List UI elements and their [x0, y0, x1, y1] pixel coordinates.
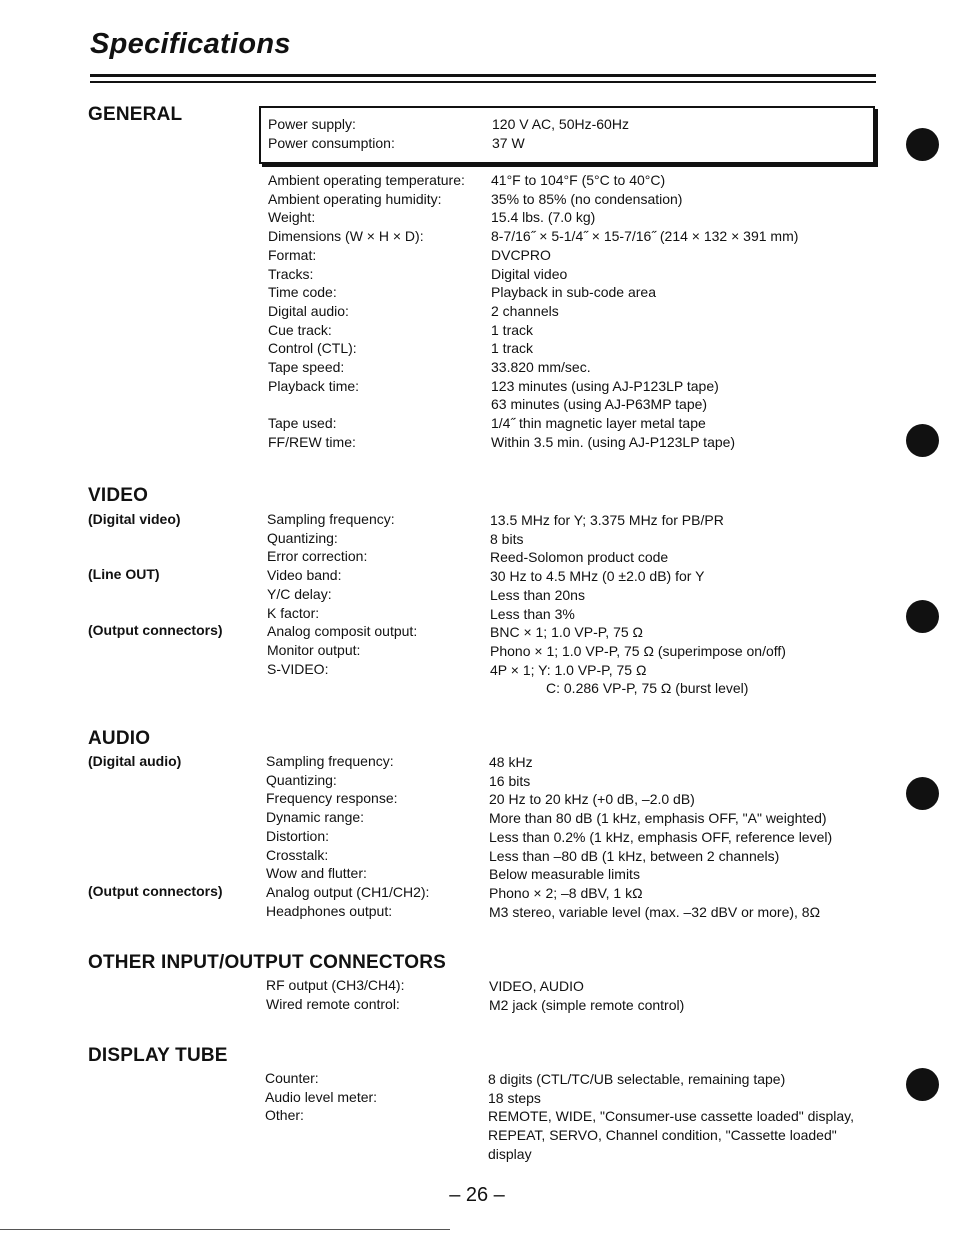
title-rule-thin	[90, 81, 876, 83]
spec-value: Phono × 1; 1.0 VP-P, 75 Ω (superimpose on/off)	[490, 642, 786, 659]
spec-value: Less than 3%	[490, 605, 575, 622]
spec-value: 35% to 85% (no condensation)	[491, 190, 683, 207]
page-number: – 26 –	[449, 1184, 505, 1206]
general-values	[491, 171, 798, 452]
spec-value: 120 V AC, 50Hz-60Hz	[492, 116, 629, 132]
binding-hole-icon	[906, 424, 939, 457]
spec-label: Ambient operating temperature:	[268, 172, 465, 188]
spec-value: 8-7/16˝ × 5-1/4˝ × 15-7/16˝ (214 × 132 × 391 mm)	[491, 228, 799, 245]
spec-value: 1/4˝ thin magnetic layer metal tape	[491, 415, 706, 432]
spec-label: Wow and flutter:	[266, 865, 367, 882]
spec-value: REPEAT, SERVO, Channel condition, "Cassette loaded"	[488, 1127, 837, 1144]
spec-value: 2 channels	[491, 302, 559, 319]
spec-value: Phono × 2; –8 dBV, 1 kΩ	[489, 884, 643, 901]
spec-label: Weight:	[268, 209, 316, 226]
general-boxed-labels	[268, 115, 395, 152]
spec-value: Digital video	[491, 265, 568, 282]
spec-label: Dynamic range:	[266, 809, 365, 826]
spec-label: S-VIDEO:	[267, 660, 329, 677]
spec-label: Sampling frequency:	[267, 511, 395, 527]
spec-label: Time code:	[268, 284, 337, 301]
other-heading: OTHER INPUT/OUTPUT CONNECTORS	[88, 952, 447, 973]
spec-label: Analog output (CH1/CH2):	[266, 883, 430, 900]
audio-heading: AUDIO	[88, 728, 151, 749]
display-heading: DISPLAY TUBE	[88, 1045, 228, 1066]
spec-value: 41°F to 104°F (5°C to 40°C)	[491, 172, 666, 188]
spec-value: Playback in sub-code area	[491, 284, 656, 301]
other-labels	[266, 976, 404, 1013]
general-labels	[268, 171, 465, 452]
audio-labels	[266, 752, 429, 920]
spec-value: C: 0.286 VP-P, 75 Ω (burst level)	[546, 680, 749, 697]
audio-sub-output: (Output connectors)	[88, 883, 223, 899]
spec-label: K factor:	[267, 604, 320, 621]
spec-label: Headphones output:	[266, 902, 393, 919]
spec-label: Power consumption:	[268, 134, 395, 151]
spec-label: Tape speed:	[268, 359, 345, 376]
spec-value: Below measurable limits	[489, 866, 640, 883]
spec-value: Less than 20ns	[490, 586, 585, 603]
spec-value: M3 stereo, variable level (max. –32 dBV or more), 8Ω	[489, 903, 821, 920]
spec-label: Dimensions (W × H × D):	[268, 228, 424, 245]
spec-value: 37 W	[492, 134, 525, 151]
spec-value: 123 minutes (using AJ-P123LP tape)	[491, 377, 719, 394]
spec-value: Reed-Solomon product code	[490, 549, 669, 566]
video-heading: VIDEO	[88, 485, 149, 506]
binding-hole-icon	[906, 777, 939, 810]
video-sub-line: (Line OUT)	[88, 566, 160, 582]
general-heading: GENERAL	[88, 104, 183, 125]
video-sub-output: (Output connectors)	[88, 622, 223, 638]
video-labels	[267, 510, 417, 678]
binding-hole-icon	[906, 1068, 939, 1101]
spec-value: 48 kHz	[489, 754, 533, 770]
spec-label: Cue track:	[268, 321, 332, 338]
spec-label: Video band:	[267, 567, 342, 584]
display-labels	[265, 1069, 377, 1125]
spec-value: 8 digits (CTL/TC/UB selectable, remaining tape)	[488, 1071, 786, 1087]
spec-label: Power supply:	[268, 116, 356, 132]
spec-value: 4P × 1; Y: 1.0 VP-P, 75 Ω	[490, 661, 647, 678]
spec-label: Sampling frequency:	[266, 753, 394, 769]
bottom-edge-line	[0, 1229, 450, 1230]
spec-label: Monitor output:	[267, 641, 361, 658]
spec-label: Error correction:	[267, 548, 368, 565]
spec-label: Ambient operating humidity:	[268, 190, 442, 207]
general-boxed-values	[492, 115, 629, 152]
spec-label: Distortion:	[266, 827, 330, 844]
spec-value: 13.5 MHz for Y; 3.375 MHz for PB/PR	[490, 512, 724, 528]
spec-value: 1 track	[491, 321, 534, 338]
spec-label: Tracks:	[268, 265, 314, 282]
spec-label: Frequency response:	[266, 790, 398, 807]
spec-label: Control (CTL):	[268, 340, 357, 357]
spec-label: Format:	[268, 246, 317, 263]
video-sub-digital: (Digital video)	[88, 511, 181, 527]
spec-label: Analog composit output:	[267, 623, 418, 640]
spec-label: Audio level meter:	[265, 1088, 378, 1105]
spec-value: REMOTE, WIDE, "Consumer-use cassette loaded" display,	[488, 1108, 855, 1125]
spec-value: BNC × 1; 1.0 VP-P, 75 Ω	[490, 624, 644, 641]
page-title: Specifications	[90, 28, 291, 60]
title-rule-thick	[90, 74, 876, 77]
other-values	[489, 977, 684, 1014]
spec-value: 16 bits	[489, 772, 531, 789]
spec-value: 33.820 mm/sec.	[491, 359, 591, 376]
spec-label: Crosstalk:	[266, 846, 329, 863]
spec-label: Tape used:	[268, 415, 337, 432]
display-values	[488, 1070, 854, 1164]
spec-label	[268, 395, 465, 414]
spec-value: display	[488, 1145, 532, 1162]
spec-label: Wired remote control:	[266, 995, 400, 1012]
spec-value: M2 jack (simple remote control)	[489, 996, 685, 1013]
spec-label: Y/C delay:	[267, 585, 332, 602]
spec-label: Playback time:	[268, 377, 360, 394]
audio-values	[489, 753, 832, 921]
spec-label: Digital audio:	[268, 302, 349, 319]
spec-label: Counter:	[265, 1070, 319, 1086]
spec-value: DVCPRO	[491, 246, 551, 263]
spec-value: 1 track	[491, 340, 534, 357]
spec-label: RF output (CH3/CH4):	[266, 977, 405, 993]
binding-hole-icon	[906, 600, 939, 633]
spec-label: FF/REW time:	[268, 433, 356, 450]
spec-value: Within 3.5 min. (using AJ-P123LP tape)	[491, 433, 736, 450]
spec-value: 8 bits	[490, 530, 524, 547]
spec-value: 15.4 lbs. (7.0 kg)	[491, 209, 596, 226]
spec-value: 30 Hz to 4.5 MHz (0 ±2.0 dB) for Y	[490, 568, 705, 585]
spec-label: Other:	[265, 1107, 304, 1124]
spec-value: More than 80 dB (1 kHz, emphasis OFF, "A" weighted)	[489, 810, 827, 827]
spec-value: VIDEO, AUDIO	[489, 978, 584, 994]
spec-value: Less than 0.2% (1 kHz, emphasis OFF, reference level)	[489, 828, 833, 845]
binding-hole-icon	[906, 128, 939, 161]
spec-label: Quantizing:	[266, 771, 337, 788]
spec-value: 63 minutes (using AJ-P63MP tape)	[491, 396, 708, 413]
spec-value: 20 Hz to 20 kHz (+0 dB, –2.0 dB)	[489, 791, 695, 808]
spec-label: Quantizing:	[267, 529, 338, 546]
video-values	[490, 511, 786, 698]
spec-value: 18 steps	[488, 1089, 541, 1106]
spec-value: Less than –80 dB (1 kHz, between 2 channels)	[489, 847, 780, 864]
audio-sub-digital: (Digital audio)	[88, 753, 182, 769]
